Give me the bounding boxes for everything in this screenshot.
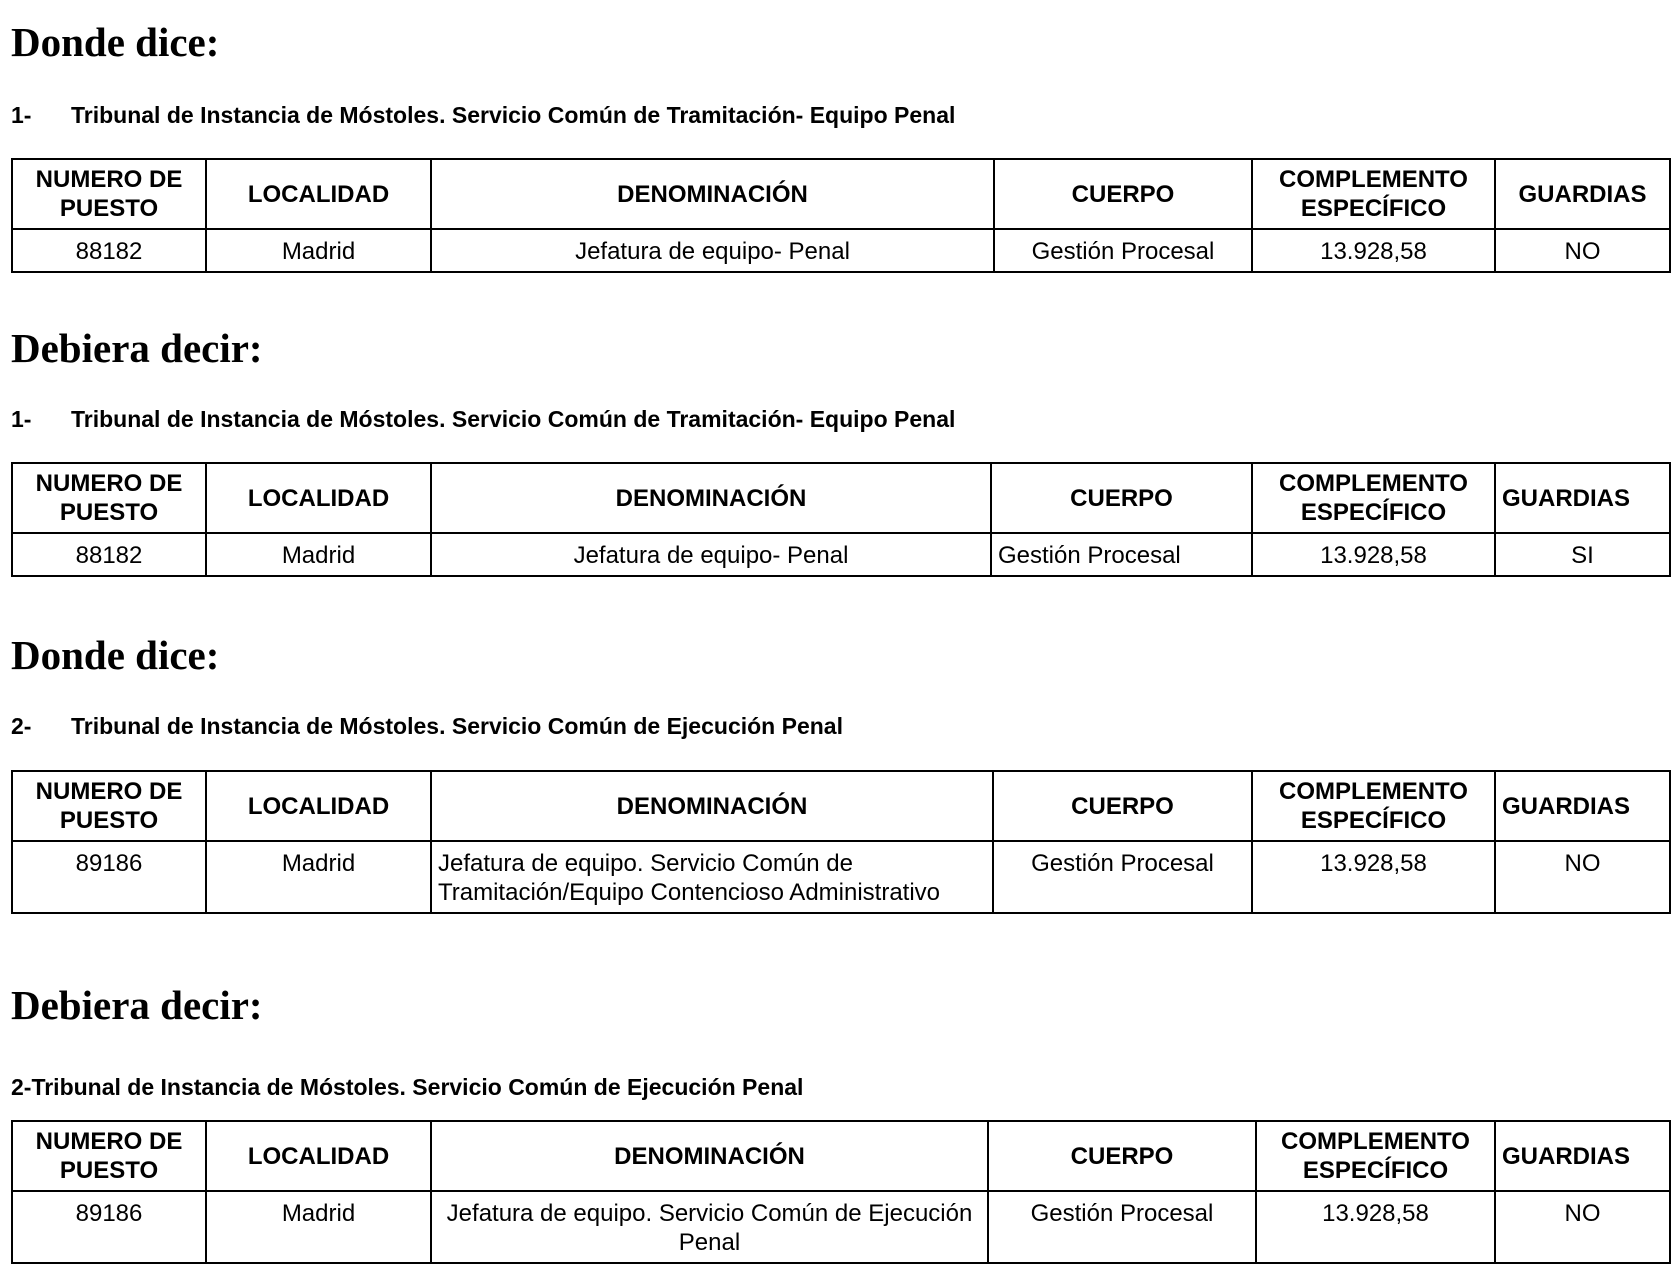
subtitle-text: Tribunal de Instancia de Móstoles. Servicio Común de Tramitación- Equipo Penal: [71, 406, 956, 432]
table-row: [12, 533, 1670, 576]
section-subtitle: [11, 1074, 803, 1101]
section-heading: Debiera decir:: [11, 325, 263, 371]
cell-localidad: Madrid: [206, 1191, 431, 1263]
section-subtitle: [11, 102, 955, 129]
positions-table: [11, 158, 1671, 273]
header-localidad: LOCALIDAD: [206, 463, 431, 533]
header-guardias: GUARDIAS: [1495, 463, 1670, 533]
section-heading: Donde dice:: [11, 632, 220, 678]
table-header-row: [12, 159, 1670, 229]
cell-guardias: NO: [1495, 1191, 1670, 1263]
header-numero-puesto: NUMERO DE PUESTO: [12, 159, 206, 229]
subtitle-number: 1-: [11, 406, 32, 432]
section-3: [11, 632, 1669, 906]
cell-cuerpo: Gestión Procesal: [994, 229, 1252, 272]
cell-denominacion: Jefatura de equipo. Servicio Común de Tramitación/Equipo Contencioso Administrativo: [431, 841, 993, 913]
header-numero-puesto: NUMERO DE PUESTO: [12, 771, 206, 841]
section-subtitle: [11, 406, 955, 433]
header-guardias: GUARDIAS: [1495, 1121, 1670, 1191]
section-subtitle: [11, 713, 843, 740]
header-complemento: COMPLEMENTO ESPECÍFICO: [1252, 463, 1495, 533]
header-denominacion: DENOMINACIÓN: [431, 771, 993, 841]
cell-denominacion: Jefatura de equipo- Penal: [431, 229, 994, 272]
header-complemento: COMPLEMENTO ESPECÍFICO: [1252, 159, 1495, 229]
positions-table: [11, 770, 1671, 914]
subtitle-number: 1-: [11, 102, 32, 128]
table-row: [12, 1191, 1670, 1263]
section-1: [11, 19, 1669, 265]
header-cuerpo: CUERPO: [993, 771, 1252, 841]
cell-localidad: Madrid: [206, 841, 431, 913]
subtitle-text: Tribunal de Instancia de Móstoles. Servicio Común de Tramitación- Equipo Penal: [71, 102, 956, 128]
header-complemento: COMPLEMENTO ESPECÍFICO: [1256, 1121, 1495, 1191]
positions-table: [11, 462, 1671, 577]
header-guardias: GUARDIAS: [1495, 771, 1670, 841]
cell-localidad: Madrid: [206, 229, 431, 272]
cell-complemento: 13.928,58: [1252, 841, 1495, 913]
section-heading: Debiera decir:: [11, 982, 263, 1028]
cell-numero-puesto: 89186: [12, 1191, 206, 1263]
header-numero-puesto: NUMERO DE PUESTO: [12, 463, 206, 533]
subtitle-text: 2-Tribunal de Instancia de Móstoles. Servicio Común de Ejecución Penal: [11, 1074, 804, 1100]
header-complemento: COMPLEMENTO ESPECÍFICO: [1252, 771, 1495, 841]
header-localidad: LOCALIDAD: [206, 159, 431, 229]
cell-denominacion: Jefatura de equipo. Servicio Común de Ejecución Penal: [431, 1191, 988, 1263]
header-cuerpo: CUERPO: [994, 159, 1252, 229]
subtitle-number: 2-: [11, 713, 32, 739]
header-localidad: LOCALIDAD: [206, 771, 431, 841]
header-guardias: GUARDIAS: [1495, 159, 1670, 229]
cell-localidad: Madrid: [206, 533, 431, 576]
cell-numero-puesto: 89186: [12, 841, 206, 913]
section-2: [11, 325, 1669, 569]
table-header-row: [12, 463, 1670, 533]
table-row: [12, 841, 1670, 913]
cell-guardias: NO: [1495, 229, 1670, 272]
header-localidad: LOCALIDAD: [206, 1121, 431, 1191]
header-cuerpo: CUERPO: [988, 1121, 1256, 1191]
positions-table: [11, 1120, 1671, 1264]
cell-numero-puesto: 88182: [12, 533, 206, 576]
table-header-row: [12, 771, 1670, 841]
section-4: [11, 982, 1669, 1256]
cell-cuerpo: Gestión Procesal: [993, 841, 1252, 913]
table-header-row: [12, 1121, 1670, 1191]
cell-complemento: 13.928,58: [1252, 533, 1495, 576]
cell-complemento: 13.928,58: [1252, 229, 1495, 272]
section-heading: Donde dice:: [11, 19, 220, 65]
subtitle-text: Tribunal de Instancia de Móstoles. Servicio Común de Ejecución Penal: [71, 713, 843, 739]
cell-cuerpo: Gestión Procesal: [988, 1191, 1256, 1263]
cell-cuerpo: Gestión Procesal: [991, 533, 1252, 576]
table-row: [12, 229, 1670, 272]
header-cuerpo: CUERPO: [991, 463, 1252, 533]
header-denominacion: DENOMINACIÓN: [431, 463, 991, 533]
cell-denominacion: Jefatura de equipo- Penal: [431, 533, 991, 576]
cell-numero-puesto: 88182: [12, 229, 206, 272]
cell-guardias: SI: [1495, 533, 1670, 576]
header-denominacion: DENOMINACIÓN: [431, 1121, 988, 1191]
header-denominacion: DENOMINACIÓN: [431, 159, 994, 229]
header-numero-puesto: NUMERO DE PUESTO: [12, 1121, 206, 1191]
cell-guardias: NO: [1495, 841, 1670, 913]
cell-complemento: 13.928,58: [1256, 1191, 1495, 1263]
